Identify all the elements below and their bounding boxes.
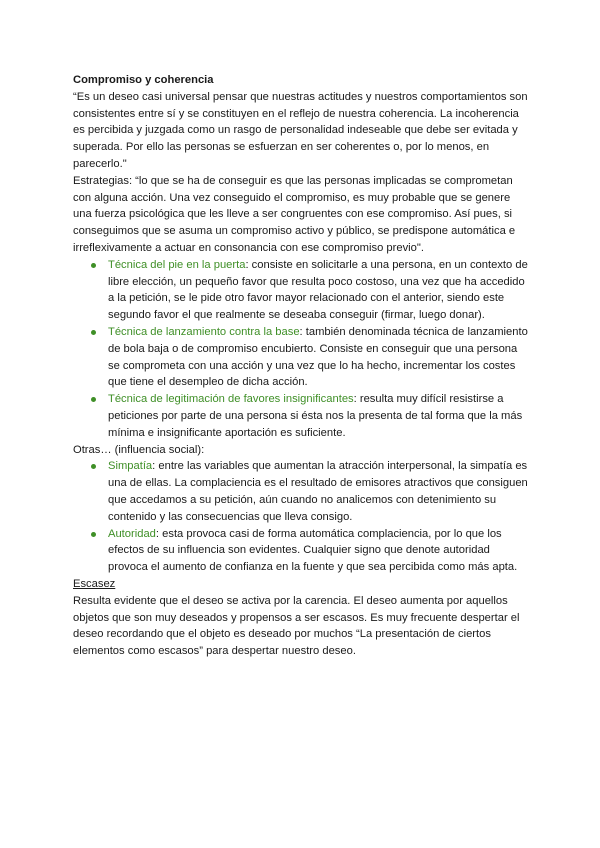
bullet-list-techniques bbox=[73, 257, 529, 442]
list-item bbox=[108, 458, 529, 525]
paragraph-quote: “Es un deseo casi universal pensar que nuestras actitudes y nuestros comportamientos son consistentes entre sí y se constituyen en el reflejo de nuestra coherencia. La incoherencia es percibida y juzgada como un rasgo de personalidad indeseable que debe ser evitada y superada. Por ello las personas se esfuerzan en ser coherentes o, por lo menos, en parecerlo." bbox=[73, 90, 528, 170]
section-title-escasez: Escasez bbox=[73, 577, 116, 590]
term-legitimacion-favores: Técnica de legitimación de favores insignificantes bbox=[108, 393, 354, 406]
term-pie-en-la-puerta: Técnica del pie en la puerta bbox=[108, 258, 246, 271]
bullet-icon bbox=[91, 464, 96, 469]
paragraph-escasez: Resulta evidente que el deseo se activa por la carencia. El deseo aumenta por aquellos objetos que son muy deseados y propensos a ser escasos. Es muy frecuente despertar el deseo recordando que el objeto es deseado por muchos “La presentación de ciertos elementos como escasos” para despertar nuestro deseo. bbox=[73, 594, 520, 658]
term-simpatia: Simpatía bbox=[108, 460, 153, 473]
list-item bbox=[108, 391, 529, 441]
definition-text: : resulta muy difícil resistirse a peticiones por parte de una persona si ésta nos la presenta de tal forma que la más mínima e insignificante aportación es suficiente. bbox=[108, 393, 523, 439]
section-title-otras: Otras… (influencia social): bbox=[73, 443, 205, 456]
definition-text: : entre las variables que aumentan la atracción interpersonal, la simpatía es una de ellas. La complaciencia es el resultado de emisores atractivos que consiguen que accedamos a su petición, aún cuando no analicemos con detenimiento su contenido y las consecuencias que lleva consigo. bbox=[108, 460, 528, 523]
definition-text: : consiste en solicitarle a una persona, en un contexto de libre elección, un pequeño favor que resulta poco costoso, una vez que ha accedido a la petición, se le pide otro favor mayor relacionado con el anterior, siendo este segundo favor el que realmente se deseaba conseguir (firmar, luego donar). bbox=[108, 258, 528, 322]
bullet-icon bbox=[91, 263, 96, 268]
definition-text: : esta provoca casi de forma automática complaciencia, por lo que los efectos de su influencia son evidentes. Cualquier signo que denote autoridad provoca el aumento de confianza en la fuente y que sea percibida como más apta. bbox=[108, 527, 518, 574]
bullet-icon bbox=[91, 397, 96, 402]
definition-text: : también denominada técnica de lanzamiento de bola baja o de compromiso encubierto. Consiste en conseguir que una persona se comprometa con una acción y una vez que lo ha hecho, incrementar los costes que tiene el desempleo de dicha acción. bbox=[108, 325, 528, 389]
list-item bbox=[108, 257, 529, 324]
list-item bbox=[108, 324, 529, 391]
bullet-icon bbox=[91, 330, 96, 335]
bullet-list-influencia bbox=[73, 458, 529, 576]
bullet-icon bbox=[91, 532, 96, 537]
section-title-compromiso: Compromiso y coherencia bbox=[73, 74, 214, 86]
term-autoridad: Autoridad bbox=[108, 527, 156, 540]
list-item bbox=[108, 526, 529, 576]
paragraph-strategies: Estrategias: “lo que se ha de conseguir es que las personas implicadas se comprometan con alguna acción. Una vez conseguido el compromiso, es muy probable que se genere una fuerza psicológica que les lleve a ser congruentes con ese compromiso. Así pues, si conseguimos que se asuma un compromiso activo y público, se predispone automática e irreflexivamente a actuar en consonancia con ese compromiso previo". bbox=[73, 174, 516, 254]
term-lanzamiento-contra-la-base: Técnica de lanzamiento contra la base bbox=[108, 325, 300, 338]
document-page bbox=[73, 72, 529, 660]
